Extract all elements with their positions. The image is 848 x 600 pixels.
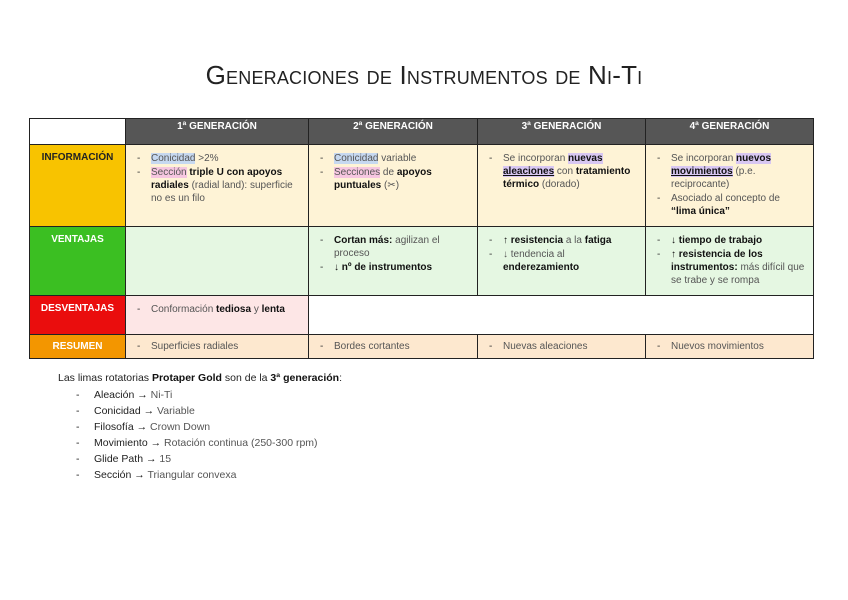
list-item: - ↓ nº de instrumentos [318,261,470,274]
label-desventajas: DESVENTAJAS [30,296,126,335]
list-item: - Nuevas aleaciones [487,340,638,353]
row-resumen [30,335,814,359]
vent-gen-1 [126,227,309,296]
list-item: - Secciones de apoyos puntuales (✂) [318,166,470,192]
desv-gen-3 [478,296,646,335]
desv-gen-2 [309,296,478,335]
list-item: - Sección → Triangular convexa [76,467,342,483]
row-ventajas [30,227,814,296]
list-item: - Superficies radiales [135,340,301,353]
list-item: - Movimiento → Rotación continua (250-300 rpm) [76,435,342,451]
header-gen-1: 1ª GENERACIÓN [126,119,309,145]
list-item: - Conicidad → Variable [76,403,342,419]
label-ventajas: VENTAJAS [30,227,126,296]
list-item: - Se incorporan nuevas aleaciones con tratamiento térmico (dorado) [487,152,638,191]
info-gen-1 [126,145,309,227]
list-item: - Filosofía → Crown Down [76,419,342,435]
vent-gen-2 [309,227,478,296]
page-title: Generaciones de Instrumentos de Ni-Ti [205,60,643,90]
info-gen-4 [646,145,814,227]
protaper-note [58,372,342,483]
list-item: - ↑ resistencia a la fatiga [487,234,638,247]
list-item: - Bordes cortantes [318,340,470,353]
res-gen-3 [478,335,646,359]
vent-gen-3 [478,227,646,296]
generations-table [29,118,814,359]
list-item: - Conformación tediosa y lenta [135,303,301,316]
vent-gen-4 [646,227,814,296]
list-item: - ↓ tiempo de trabajo [655,234,806,247]
header-gen-4: 4ª GENERACIÓN [646,119,814,145]
info-gen-3 [478,145,646,227]
label-resumen: RESUMEN [30,335,126,359]
list-item: - Cortan más: agilizan el proceso [318,234,470,260]
note-intro: Las limas rotatorias Protaper Gold son de la 3ª generación: [58,372,343,384]
table-header-row [30,119,814,145]
header-gen-2: 2ª GENERACIÓN [309,119,478,145]
list-item: - Sección triple U con apoyos radiales (radial land): superficie no es un filo [135,166,301,205]
res-gen-4 [646,335,814,359]
list-item: - Conicidad >2% [135,152,301,165]
list-item: - Aleación → Ni-Ti [76,387,342,403]
list-item: - Se incorporan nuevos movimientos (p.e. reciprocante) [655,152,806,191]
info-gen-2 [309,145,478,227]
desv-gen-1 [126,296,309,335]
row-desventajas [30,296,814,335]
list-item: - Nuevos movimientos [655,340,806,353]
header-blank-cell [30,119,126,145]
list-item: - Glide Path → 15 [76,451,342,467]
row-informacion [30,145,814,227]
res-gen-1 [126,335,309,359]
label-informacion: INFORMACIÓN [30,145,126,227]
list-item: - Asociado al concepto de “lima única” [655,192,806,218]
list-item: - ↑ resistencia de los instrumentos: más difícil que se trabe y se rompa [655,248,806,287]
list-item: - ↓ tendencia al enderezamiento [487,248,638,274]
desv-gen-4 [646,296,814,335]
note-list [58,387,342,483]
list-item: - Conicidad variable [318,152,470,165]
header-gen-3: 3ª GENERACIÓN [478,119,646,145]
res-gen-2 [309,335,478,359]
